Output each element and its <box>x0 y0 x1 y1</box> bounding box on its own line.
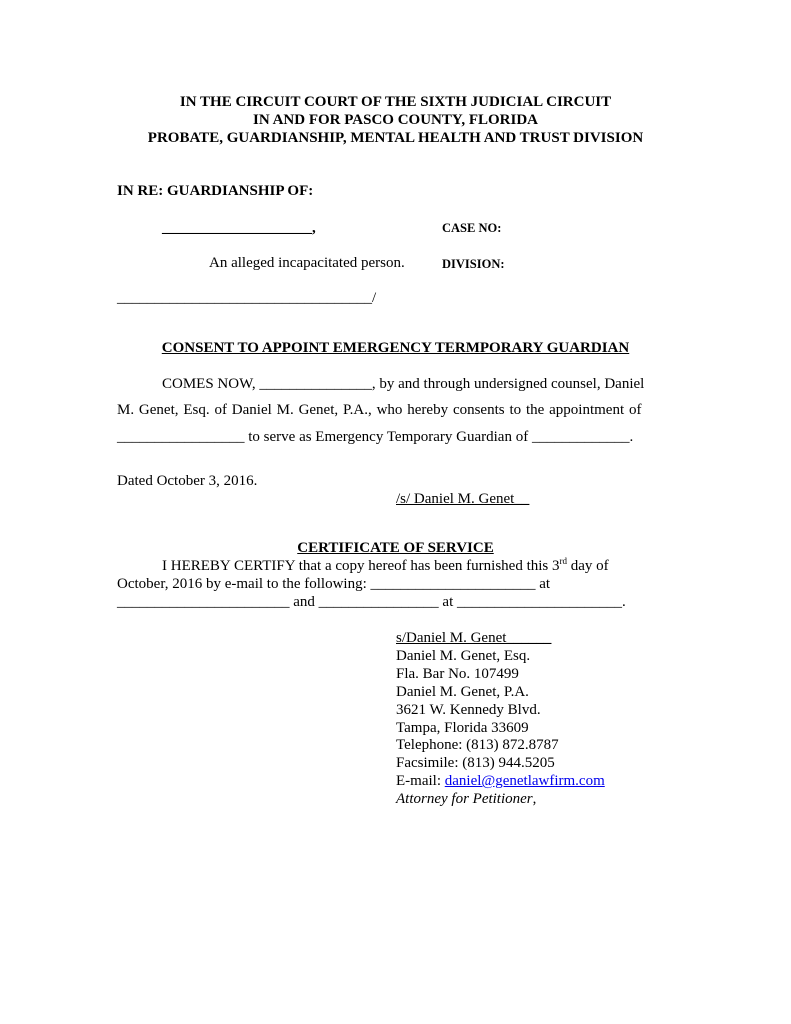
facsimile: Facsimile: (813) 944.5205 <box>396 755 555 772</box>
signature-line: s/Daniel M. Genet______ <box>396 630 552 646</box>
email-line <box>396 773 605 791</box>
document-title: CONSENT TO APPOINT EMERGENCY TERMPORARY GUARDIAN <box>161 340 630 356</box>
caption-separator: __________________________________/ <box>117 290 377 306</box>
attorney-role-comma: , <box>532 791 537 808</box>
ordinal-suffix: rd <box>559 556 567 566</box>
in-re-label: IN RE: GUARDIANSHIP OF: <box>117 183 314 199</box>
court-header-line-2: IN AND FOR PASCO COUNTY, FLORIDA <box>252 112 539 128</box>
firm-name: Daniel M. Genet, P.A. <box>396 683 529 700</box>
bar-number: Fla. Bar No. 107499 <box>396 665 519 682</box>
attorney-name: Daniel M. Genet, Esq. <box>396 647 531 664</box>
signature-top: /s/ Daniel M. Genet__ <box>396 491 530 507</box>
city-state-zip: Tampa, Florida 33609 <box>396 719 529 736</box>
certificate-line-2: October, 2016 by e-mail to the following: ______________________ at <box>117 576 551 592</box>
division-label: DIVISION: <box>442 257 505 271</box>
body-line-1: COMES NOW, _______________, by and through undersigned counsel, Daniel <box>162 376 645 392</box>
court-header-line-1: IN THE CIRCUIT COURT OF THE SIXTH JUDICIAL CIRCUIT <box>179 94 612 110</box>
court-header-line-3: PROBATE, GUARDIANSHIP, MENTAL HEALTH AND TRUST DIVISION <box>147 130 644 146</box>
certificate-line-3: _______________________ and ________________ at ______________________. <box>117 594 626 610</box>
certificate-line-1-text: I HEREBY CERTIFY that a copy hereof has been furnished this 3 <box>162 558 560 574</box>
telephone: Telephone: (813) 872.8787 <box>396 737 559 754</box>
certificate-line-1 <box>162 558 609 575</box>
signature-block <box>396 630 605 809</box>
body-line-3: _________________ to serve as Emergency Temporary Guardian of _____________. <box>117 429 634 445</box>
body-line-2: M. Genet, Esq. of Daniel M. Genet, P.A., who hereby consents to the appointment of <box>117 402 642 418</box>
alleged-incapacitated-text: An alleged incapacitated person. <box>209 255 405 271</box>
certificate-line-1-end: day of <box>567 558 609 574</box>
street-address: 3621 W. Kennedy Blvd. <box>396 701 541 718</box>
email-link[interactable]: daniel@genetlawfirm.com <box>444 773 605 790</box>
dated-line: Dated October 3, 2016. <box>117 473 258 489</box>
email-label: E-mail: <box>396 773 445 790</box>
ward-name-blank: ____________________, <box>162 220 316 236</box>
attorney-role <box>396 791 605 809</box>
attorney-role-text: Attorney for Petitioner <box>396 791 533 808</box>
certificate-heading: CERTIFICATE OF SERVICE <box>297 540 494 556</box>
case-no-label: CASE NO: <box>442 221 502 235</box>
